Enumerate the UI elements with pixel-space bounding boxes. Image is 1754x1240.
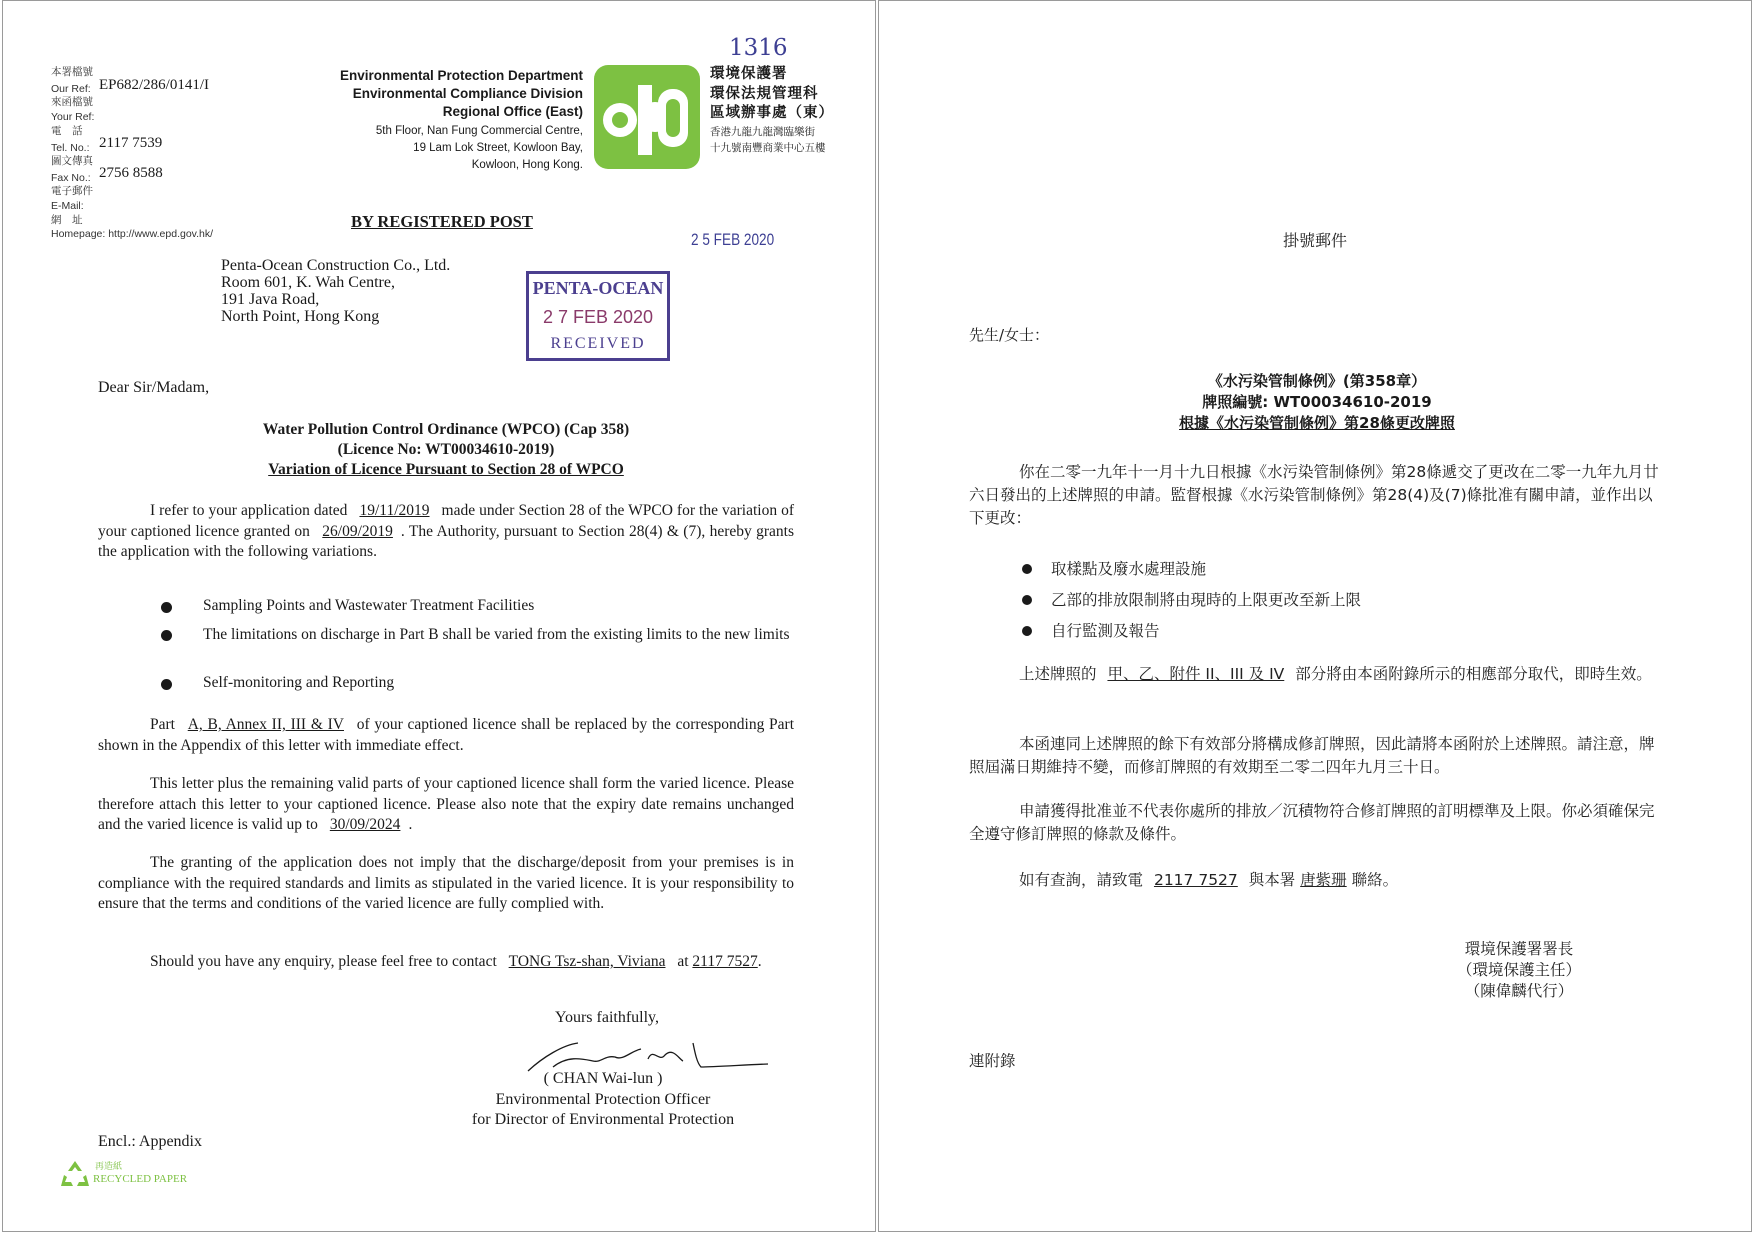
your-ref-label-zh: 來函檔號	[51, 96, 93, 109]
application-date: 19/11/2019	[359, 502, 430, 519]
homepage-label-zh: 網 址	[51, 214, 83, 227]
para2-zh-text-1: 上述牌照的	[1019, 665, 1097, 683]
bullet-item-zh-2: 乙部的排放限制將由現時的上限更改至新上限	[1051, 591, 1362, 609]
chinese-letter-page	[878, 0, 1752, 1232]
signatory-name: ( CHAN Wai-lun )	[543, 1070, 663, 1087]
para5-zh-text-3: 聯絡。	[1351, 871, 1399, 889]
email-label: E-Mail:	[51, 199, 84, 212]
homepage-link[interactable]: Homepage: http://www.epd.gov.hk/	[51, 228, 214, 241]
para1-text-1: I refer to your application dated	[150, 502, 348, 519]
paragraph-5-zh	[969, 869, 1665, 892]
contact-person-zh: 唐紫珊	[1300, 871, 1347, 889]
para1-text-2: made under Section 28 of the WPCO for the	[441, 502, 718, 519]
address-zh-line-2: 十九號南豐商業中心五樓	[710, 141, 826, 154]
para5-zh-text-2: 與本署	[1248, 871, 1296, 889]
address-line-1: 5th Floor, Nan Fung Commercial Centre,	[375, 125, 583, 137]
para2-zh-text-2: 部分將由本函附錄所示的相應部分取代，即時生效。	[1295, 665, 1652, 683]
registered-post-heading-zh: 掛號郵件	[1283, 231, 1348, 250]
paragraph-4: The granting of the application does not imply that the discharge/deposit from your premises is in compliance with the required standards and limits as stipulated in the varied licence. It is your responsibility to ensure that the terms and conditions of the varied licence are fully complied with.	[98, 854, 794, 912]
tel-label: Tel. No.:	[51, 142, 90, 155]
subject-zh-line-2: 牌照編號: WT00034610-2019	[1202, 393, 1432, 411]
bullet-dot	[161, 679, 172, 690]
our-ref-value: EP682/286/0141/I	[99, 77, 210, 94]
enclosure-note: Encl.: Appendix	[98, 1133, 202, 1150]
received-stamp	[526, 271, 670, 361]
paragraph-2	[98, 715, 794, 756]
recycled-paper-label: RECYCLED PAPER	[93, 1173, 188, 1185]
recipient-line-1: Penta-Ocean Construction Co., Ltd.	[221, 257, 451, 274]
subject-line-3: Variation of Licence Pursuant to Section 28 of WPCO	[268, 461, 624, 478]
bullet-dot	[1022, 626, 1032, 636]
paragraph-1-zh: 你在二零一九年十一月十九日根據《水污染管制條例》第28條遞交了更改在二零一九年九月廿六日發出的上述牌照的申請。監督根據《水污染管制條例》第28(4)及(7)條批准有關申請，並作出以下更改：	[969, 463, 1659, 527]
para3-text-1: This letter plus the remaining valid parts of your captioned licence shall form the varied licence. Please therefore attach this letter to your captioned licence. Please also note that the expiry date remains unchanged and the varied licence is valid up to	[98, 775, 794, 833]
signatory-title: Environmental Protection Officer	[495, 1090, 711, 1108]
paragraph-3-zh: 本函連同上述牌照的餘下有效部分將構成修訂牌照，因此請將本函附於上述牌照。請注意，牌照屆滿日期維持不變，而修訂牌照的有效期至二零二四年九月三十日。	[969, 735, 1655, 776]
division-name-zh: 環保法規管理科	[710, 85, 819, 102]
email-label-zh: 電子郵件	[51, 185, 93, 198]
subject-zh-line-3: 根據《水污染管制條例》第28條更改牌照	[1179, 414, 1455, 432]
tel-value: 2117 7539	[99, 135, 163, 152]
reference-block	[51, 65, 281, 242]
para1-text-4: . The Authority, pursuant to Section	[400, 522, 625, 540]
office-name-zh: 區域辦事處（東）	[710, 105, 834, 121]
epd-logo	[594, 65, 700, 169]
enclosure-note-zh: 連附錄	[969, 1052, 1016, 1070]
registered-post-heading: BY REGISTERED POST	[351, 212, 533, 231]
fax-value: 2756 8588	[99, 165, 163, 182]
contact-person: TONG Tsz-shan, Viviana	[508, 953, 666, 970]
subject-line-2: (Licence No: WT00034610-2019)	[337, 441, 555, 458]
recipient-line-4: North Point, Hong Kong	[221, 308, 380, 325]
paragraph-2-zh	[969, 663, 1665, 686]
bullet-dot	[1022, 564, 1032, 574]
fax-label-zh: 圖文傳真	[51, 155, 93, 168]
bullet-item-zh-3: 自行監測及報告	[1051, 622, 1160, 640]
tel-label-zh: 電 話	[51, 124, 83, 137]
recipient-line-2: Room 601, K. Wah Centre,	[221, 274, 395, 291]
address-line-2: 19 Lam Lok Street, Kowloon Bay,	[413, 142, 583, 154]
replaced-parts-zh: 甲、乙、附件 II、III 及 IV	[1107, 665, 1285, 683]
paragraph-1	[98, 501, 794, 563]
signatory-block	[443, 1069, 763, 1131]
division-name: Environmental Compliance Division	[352, 86, 583, 101]
our-ref-label: Our Ref:	[51, 83, 91, 96]
licence-grant-date: 26/09/2019	[322, 522, 393, 540]
signatory-zh-line-2: （環境保護主任）	[1456, 961, 1581, 979]
received-stamp-date: 2 7 FEB 2020	[542, 307, 654, 327]
signatory-zh-line-3: （陳偉麟代行）	[1464, 982, 1574, 1000]
contact-phone-zh: 2117 7527	[1153, 871, 1238, 889]
english-letter-page	[2, 0, 876, 1232]
paragraph-4-zh: 申請獲得批准並不代表你處所的排放／沉積物符合修訂牌照的訂明標準及上限。你必須確保完全遵守修訂牌照的條款及條件。	[969, 802, 1655, 843]
letterhead-english	[293, 67, 583, 174]
bullet-dot	[161, 602, 172, 613]
para5-text-3: .	[757, 953, 762, 970]
paragraph-5	[98, 952, 794, 973]
received-stamp-label: RECEIVED	[550, 335, 646, 352]
bullet-dot	[1022, 595, 1032, 605]
address-line-3: Kowloon, Hong Kong.	[471, 159, 583, 171]
subject-block-zh	[969, 371, 1665, 434]
document-number: 1316	[729, 35, 788, 61]
recipient-address	[221, 257, 450, 325]
closing: Yours faithfully,	[555, 1009, 660, 1026]
para1-text-5: 28(4) & (7), hereby grants the application with the following variations.	[98, 522, 794, 560]
recycle-icon	[59, 1159, 91, 1189]
signatory-for: for Director of Environmental Protection	[471, 1111, 735, 1128]
subject-line-1: Water Pollution Control Ordinance (WPCO) (Cap 358)	[262, 421, 630, 438]
para5-zh-text-1: 如有查詢，請致電	[1019, 871, 1144, 889]
fax-label: Fax No.:	[51, 172, 91, 185]
bullet-item-3: Self-monitoring and Reporting	[203, 674, 395, 691]
epd-logo-icon	[594, 65, 700, 169]
paragraph-3	[98, 774, 794, 836]
department-name: Environmental Protection Department	[339, 68, 583, 83]
para1-text-3: variation of your captioned licence granted on	[98, 502, 795, 540]
office-name: Regional Office (East)	[442, 104, 583, 119]
letterhead-chinese	[710, 65, 860, 156]
contact-phone: 2117 7527	[692, 953, 758, 970]
signatory-zh-line-1: 環境保護署署長	[1464, 940, 1574, 958]
received-stamp-company: PENTA-OCEAN	[532, 278, 664, 298]
para3-text-2: .	[408, 816, 413, 833]
expiry-date: 30/09/2024	[329, 816, 401, 833]
our-ref-label-zh: 本署檔號	[51, 66, 93, 78]
recycled-paper-zh: 再造紙	[95, 1162, 123, 1172]
address-zh-line-1: 香港九龍九龍灣臨樂街	[710, 125, 815, 138]
salutation: Dear Sir/Madam,	[98, 379, 210, 396]
bullet-item-1: Sampling Points and Wastewater Treatment Facilities	[203, 597, 535, 614]
para5-text-1: Should you have any enquiry, please feel free to contact	[150, 953, 497, 970]
salutation-zh: 先生/女士：	[969, 326, 1050, 344]
your-ref-label: Your Ref:	[51, 110, 95, 123]
subject-zh-line-1: 《水污染管制條例》(第358章）	[1207, 372, 1427, 390]
subject-block	[98, 420, 794, 480]
department-name-zh: 環境保護署	[710, 66, 788, 82]
para2-text-2: of your captioned licence shall be replaced by the corresponding Part shown in the Appendix of this letter with immediate effect.	[98, 716, 795, 754]
bullet-item-2: The limitations on discharge in Part B shall be varied from the existing limits to the new limits	[203, 626, 790, 643]
recipient-line-3: 191 Java Road,	[221, 291, 320, 308]
para5-text-2: at	[677, 953, 689, 970]
bullet-item-zh-1: 取樣點及廢水處理設施	[1051, 560, 1207, 578]
signatory-block-zh	[1419, 939, 1619, 1002]
replaced-parts: A, B, Annex II, III & IV	[187, 716, 344, 733]
para2-text-1: Part	[150, 716, 175, 733]
date-stamp: 2 5 FEB 2020	[691, 230, 775, 249]
